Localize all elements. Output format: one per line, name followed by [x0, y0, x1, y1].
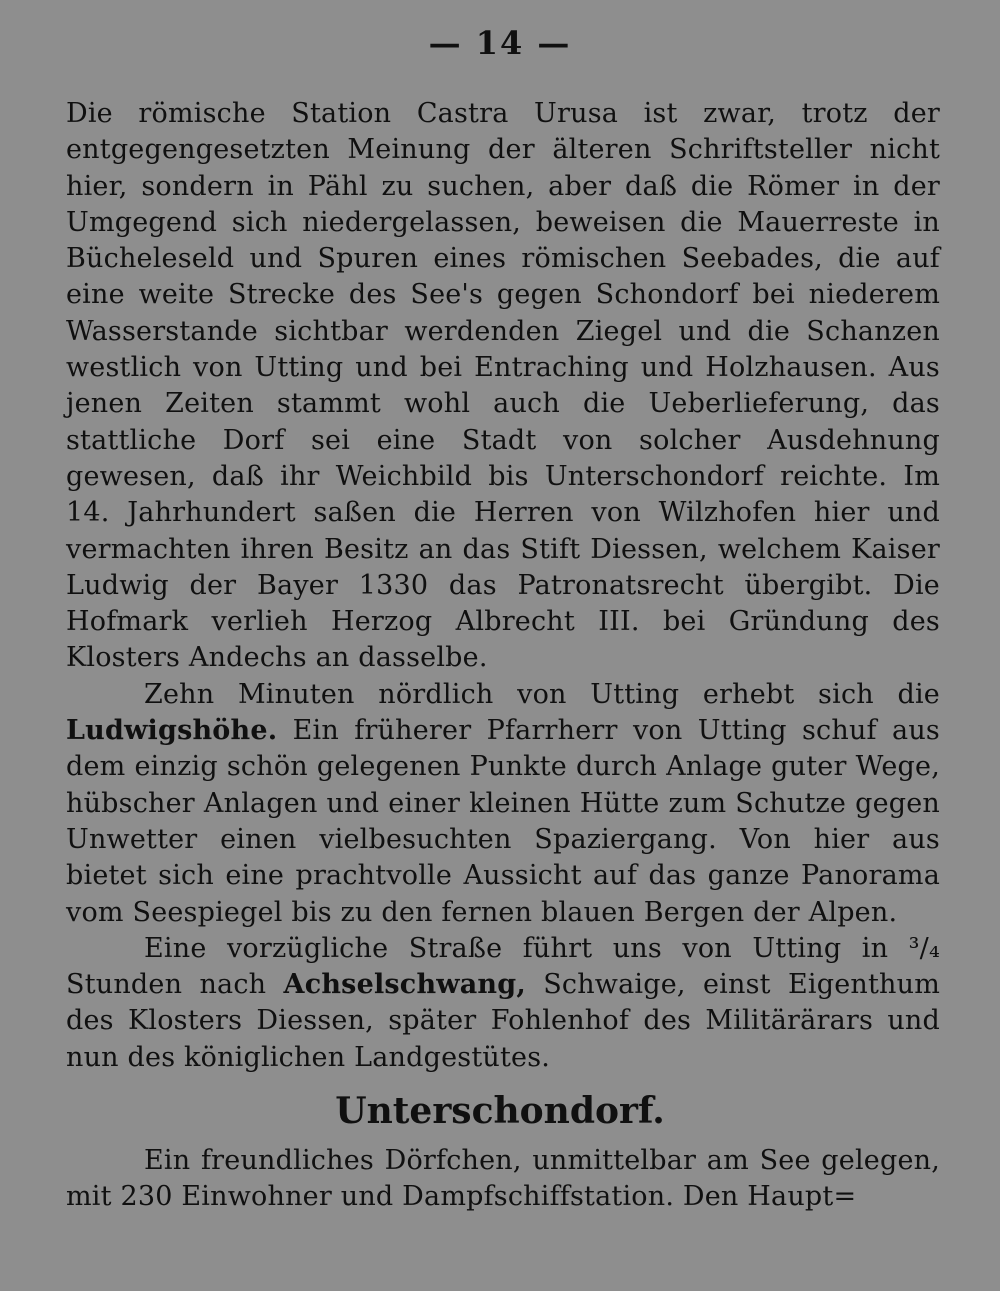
paragraph-text: Ein früherer Pfarrherr von Utting schuf aus dem einzig schön gelegenen Punkte durch Anlage guter Wege, hübscher Anlagen und einer kleinen Hütte zum Schutze gegen Unwetter einen vielbesuchten Spaziergang. Von hier aus bietet sich eine prachtvolle Aussicht auf das ganze Panorama vom Seespiegel bis zu den fernen blauen Bergen der Alpen. [66, 715, 940, 928]
section-heading: Unterschondorf. [335, 1090, 665, 1132]
page-number: — 14 — [428, 24, 572, 62]
paragraph-unterschondorf: Ein freundliches Dörfchen, unmittelbar am See gelegen, mit 230 Einwohner und Dampfschiffstation. Den Haupt= [66, 1145, 940, 1213]
place-name-ludwigshoehe: Ludwigshöhe. [66, 715, 278, 747]
main-text [66, 96, 940, 1076]
paragraph-text: Eine vorzügliche Straße führt uns von Utting in ³/₄ Stunden nach [66, 932, 940, 1001]
section-text [66, 1143, 940, 1216]
place-name-achselschwang: Achselschwang, [283, 969, 526, 1001]
paragraph-ludwigshoehe [66, 677, 940, 931]
paragraph-text: Schwaige, einst Eigenthum des Klosters Diessen, später Fohlenhof des Militärärars und nun des königlichen Landgestütes. [66, 969, 940, 1073]
paragraph-text: Zehn Minuten nördlich von Utting erhebt sich die [144, 678, 940, 710]
paragraph-roman-history: Die römische Station Castra Urusa ist zwar, trotz der entgegengesetzten Meinung der älteren Schriftsteller nicht hier, sondern in Pähl zu suchen, aber daß die Römer in der Umgegend sich niedergelassen, beweisen die Mauerreste in Bücheleseld und Spuren eines römischen Seebades, die auf eine weite Strecke des See's gegen Schondorf bei niederem Wasserstande sichtbar werdenden Ziegel und die Schanzen westlich von Utting und bei Entraching und Holzhausen. Aus jenen Zeiten stammt wohl auch die Ueberlieferung, das stattliche Dorf sei eine Stadt von solcher Ausdehnung gewesen, daß ihr Weichbild bis Unterschondorf reichte. Im 14. Jahrhundert saßen die Herren von Wilzhofen hier und vermachten ihren Besitz an das Stift Diessen, welchem Kaiser Ludwig der Bayer 1330 das Patronatsrecht übergibt. Die Hofmark verlieh Herzog Albrecht III. bei Gründung des Klosters Andechs an dasselbe. [66, 98, 940, 674]
paragraph-achselschwang [66, 931, 940, 1076]
